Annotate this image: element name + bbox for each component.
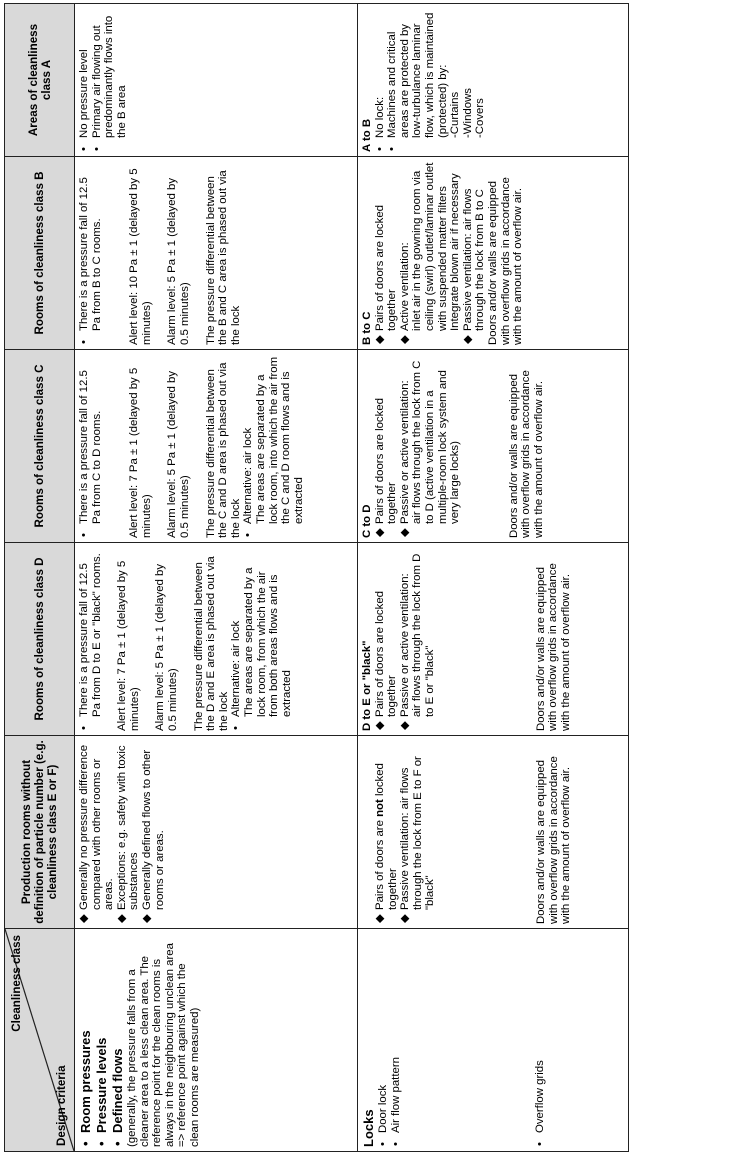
c-doors-locked: Pairs of doors are locked together bbox=[373, 398, 399, 524]
b-active-ventilation: Active ventilation: bbox=[398, 242, 411, 331]
d-locks-cell: D to E or "black" ◆ Pairs of doors are locked together ◆ Passive or active ventilation: air flows through the lock from D to E or "black" Doors and/or walls are equipped with overflow grids in accordance with the amount of overflow air. bbox=[358, 543, 629, 736]
header-class-b: Rooms of cleanliness class B bbox=[5, 157, 75, 350]
c-alternative: Alternative: air lock bbox=[242, 427, 255, 524]
d-alternative-text: The areas are separated by a lock room, from which the air from both areas flows and is extracted bbox=[242, 567, 293, 717]
criteria-door-lock: Door lock bbox=[377, 1084, 389, 1133]
corner-design-label: Design criteria bbox=[55, 1065, 68, 1146]
row-locks bbox=[358, 4, 629, 1152]
a-machines-protected: Machines and critical areas are protected by low-turbulance laminar flow, which is maintained (protected) by: bbox=[386, 12, 449, 138]
c-locks-cell: C to D ◆ Pairs of doors are locked together ◆ Passive or active ventilation: air flows through the lock from C to D (active ventilation in a multiple-room lock system and very large locks) Doors and/or walls are equipped with overflow grids in accordance with the amount of overflow air. bbox=[358, 350, 629, 543]
criteria-room-pressures: Room pressures bbox=[78, 1030, 93, 1133]
ef-locks-cell: ◆ Pairs of doors are not locked together ◆ Passive ventilation: air flows through the lock from E to F or "black" Doors and/or walls are equipped with overflow grids in accordance with the amount of overflow air. bbox=[358, 736, 629, 929]
header-production-rooms: Production rooms without definition of particle number (e.g. cleanliness class E or F) bbox=[5, 736, 75, 929]
a-no-pressure: No pressure level bbox=[78, 49, 90, 138]
c-pressure-differential: The pressure differential between the C and D area is phased out via the lock bbox=[204, 362, 242, 538]
b-active-ventilation-text: inlet air in the gowning room via ceiling (swirl) outlet/laminar outlet with suspended matter filters Integrate blown air if necessary bbox=[411, 162, 462, 331]
criteria-locks-cell: Locks • Door lock • Air flow pattern • Overflow grids bbox=[358, 929, 629, 1152]
b-doors-locked: Pairs of doors are locked together bbox=[373, 205, 399, 331]
d-alert-level: Alert level: 7 Pa ± 1 (delayed by 5 minutes) bbox=[116, 560, 141, 731]
ef-no-pressure: Generally no pressure difference compared with other rooms or areas. bbox=[78, 744, 116, 910]
corner-cleanliness-label: Cleanliness class bbox=[10, 935, 23, 1032]
a-protection-covers: -Covers bbox=[474, 98, 487, 138]
criteria-pressure-note: (generally, the pressure falls from a cleaner area to a less clean area. The reference point for the clean rooms is always in the neighbouring unclean area => reference point against which the clean rooms are measured) bbox=[126, 943, 201, 1147]
c-alternative-text: The areas are separated by a lock room, into which the air from the C and D room flows and is extracted bbox=[254, 356, 305, 524]
ef-doors-pre: Pairs of doors are bbox=[374, 816, 386, 910]
c-ventilation-text: air flows through the lock from C to D (active ventilation in a multiple-room lock system and very large locks) bbox=[411, 360, 462, 524]
header-class-a: Areas of cleanliness class A bbox=[5, 4, 75, 157]
corner-header bbox=[5, 929, 75, 1152]
criteria-pressures-cell: • Room pressures • Pressure levels • Defined flows (generally, the pressure falls from a cleaner area to a less clean area. The reference point for the clean rooms is always in the neighbouring unclean area => reference point against which the clean rooms are measured) bbox=[75, 929, 358, 1152]
d-ventilation: Passive or active ventilation: bbox=[398, 573, 411, 717]
a-protection-curtains: -Curtains bbox=[449, 91, 462, 138]
ef-exceptions: Exceptions: e.g. safety with toxic substances bbox=[115, 745, 141, 910]
d-overflow-grids: Doors and/or walls are equipped with overflow grids in accordance with the amount of overflow air. bbox=[534, 563, 572, 731]
a-locks-cell: A to B • No lock: • Machines and critical areas are protected by low-turbulance laminar flow, which is maintained (protected) by: -Curtains -Windows -Covers bbox=[358, 4, 629, 157]
criteria-air-flow: Air flow pattern bbox=[389, 1057, 402, 1133]
ef-passive-ventilation: Passive ventilation: air flows through the lock from E to F or "black" bbox=[399, 756, 437, 910]
ef-defined-flows: Generally defined flows to other rooms or areas. bbox=[140, 749, 166, 910]
b-locks-cell: B to C ◆ Pairs of doors are locked together ◆ Active ventilation: inlet air in the gowning room via ceiling (swirl) outlet/laminar outlet with suspended matter filters Integrate blown air if necessary ◆ Passive ventilation: air flows through the lock from B to C Doors and/or walls are equipped with overflow grids in accordance with the amount of overflow air. bbox=[358, 157, 629, 350]
row-room-pressures bbox=[75, 4, 358, 1152]
criteria-defined-flows: Defined flows bbox=[110, 1048, 125, 1133]
b-alarm-level: Alarm level: 5 Pa ± 1 (delayed by 0.5 minutes) bbox=[166, 177, 191, 345]
d-pressure-differential: The pressure differential between the D and E area is phased out via the lock bbox=[192, 556, 230, 731]
criteria-locks-title: Locks bbox=[361, 1109, 376, 1147]
a-lock-title: A to B bbox=[361, 118, 373, 152]
a-no-lock: No lock: bbox=[373, 96, 386, 138]
b-alert-level: Alert level: 10 Pa ± 1 (delayed by 5 minutes) bbox=[128, 168, 153, 345]
header-class-d: Rooms of cleanliness class D bbox=[5, 543, 75, 736]
a-pressures-cell: • No pressure level • Primary air flowing out predominantly flows into the B area bbox=[75, 4, 358, 157]
c-alarm-level: Alarm level: 5 Pa ± 1 (delayed by 0.5 minutes) bbox=[166, 370, 191, 538]
criteria-overflow-grids: Overflow grids bbox=[534, 1060, 547, 1133]
d-alarm-level: Alarm level: 5 Pa ± 1 (delayed by 0.5 minutes) bbox=[154, 563, 179, 731]
b-pressure-fall: There is a pressure fall of 12.5 Pa from B to C rooms. bbox=[78, 177, 103, 331]
b-pressures-cell: • There is a pressure fall of 12.5 Pa from B to C rooms. Alert level: 10 Pa ± 1 (delayed by 5 minutes) Alarm level: 5 Pa ± 1 (delayed by 0.5 minutes) The pressure differential between the B and C area is phased out via the lock bbox=[75, 157, 358, 350]
ef-doors-not: not bbox=[374, 799, 386, 817]
c-pressure-fall: There is a pressure fall of 12.5 Pa from C to D rooms. bbox=[78, 370, 103, 524]
c-ventilation: Passive or active ventilation: bbox=[398, 380, 411, 524]
d-lock-title: D to E or "black" bbox=[361, 640, 373, 731]
b-passive-ventilation: Passive ventilation: air flows through the lock from B to C bbox=[461, 188, 487, 331]
ef-overflow-grids: Doors and/or walls are equipped with overflow grids in accordance with the amount of overflow air. bbox=[534, 756, 573, 924]
d-ventilation-text: air flows through the lock from D to E or "black" bbox=[411, 553, 436, 717]
header-row bbox=[5, 4, 75, 1152]
a-primary-air: Primary air flowing out predominantly flows into the B area bbox=[90, 15, 128, 138]
c-pressures-cell: • There is a pressure fall of 12.5 Pa from C to D rooms. Alert level: 7 Pa ± 1 (delayed by 5 minutes) Alarm level: 5 Pa ± 1 (delayed by 0.5 minutes) The pressure differential between the C and D area is phased out via the lock • Alternative: air lock The areas are separated by a lock room, into which the air from the C and D room flows and is extracted bbox=[75, 350, 358, 543]
c-lock-title: C to D bbox=[361, 504, 373, 538]
rotated-table-page bbox=[4, 4, 628, 1152]
ef-doors-post: locked together bbox=[374, 763, 399, 910]
a-protection-windows: -Windows bbox=[461, 87, 474, 138]
b-overflow-grids: Doors and/or walls are equipped with overflow grids in accordance with the amount of overflow air. bbox=[486, 177, 525, 345]
d-alternative: Alternative: air lock bbox=[230, 620, 243, 717]
b-pressure-differential: The pressure differential between the B and C area is phased out via the lock bbox=[204, 170, 242, 345]
d-doors-locked: Pairs of doors are locked together bbox=[373, 591, 399, 717]
b-lock-title: B to C bbox=[361, 311, 373, 345]
ef-pressures-cell: ◆ Generally no pressure difference compared with other rooms or areas. ◆ Exceptions: e.g. safety with toxic substances ◆ Generally defined flows to other rooms or areas. bbox=[75, 736, 358, 929]
criteria-pressure-levels: Pressure levels bbox=[94, 1037, 109, 1133]
d-pressures-cell: • There is a pressure fall of 12.5 Pa from D to E or "black" rooms. Alert level: 7 Pa ± 1 (delayed by 5 minutes) Alarm level: 5 Pa ± 1 (delayed by 0.5 minutes) The pressure differential between the D and E area is phased out via the lock • Alternative: air lock The areas are separated by a lock room, from which the air from both areas flows and is extracted bbox=[75, 543, 358, 736]
c-overflow-grids: Doors and/or walls are equipped with overflow grids in accordance with the amount of overflow air. bbox=[507, 370, 545, 538]
c-alert-level: Alert level: 7 Pa ± 1 (delayed by 5 minutes) bbox=[128, 367, 153, 538]
d-pressure-fall: There is a pressure fall of 12.5 Pa from D to E or "black" rooms. bbox=[78, 553, 103, 717]
header-class-c: Rooms of cleanliness class C bbox=[5, 350, 75, 543]
cleanliness-table bbox=[4, 3, 629, 1152]
